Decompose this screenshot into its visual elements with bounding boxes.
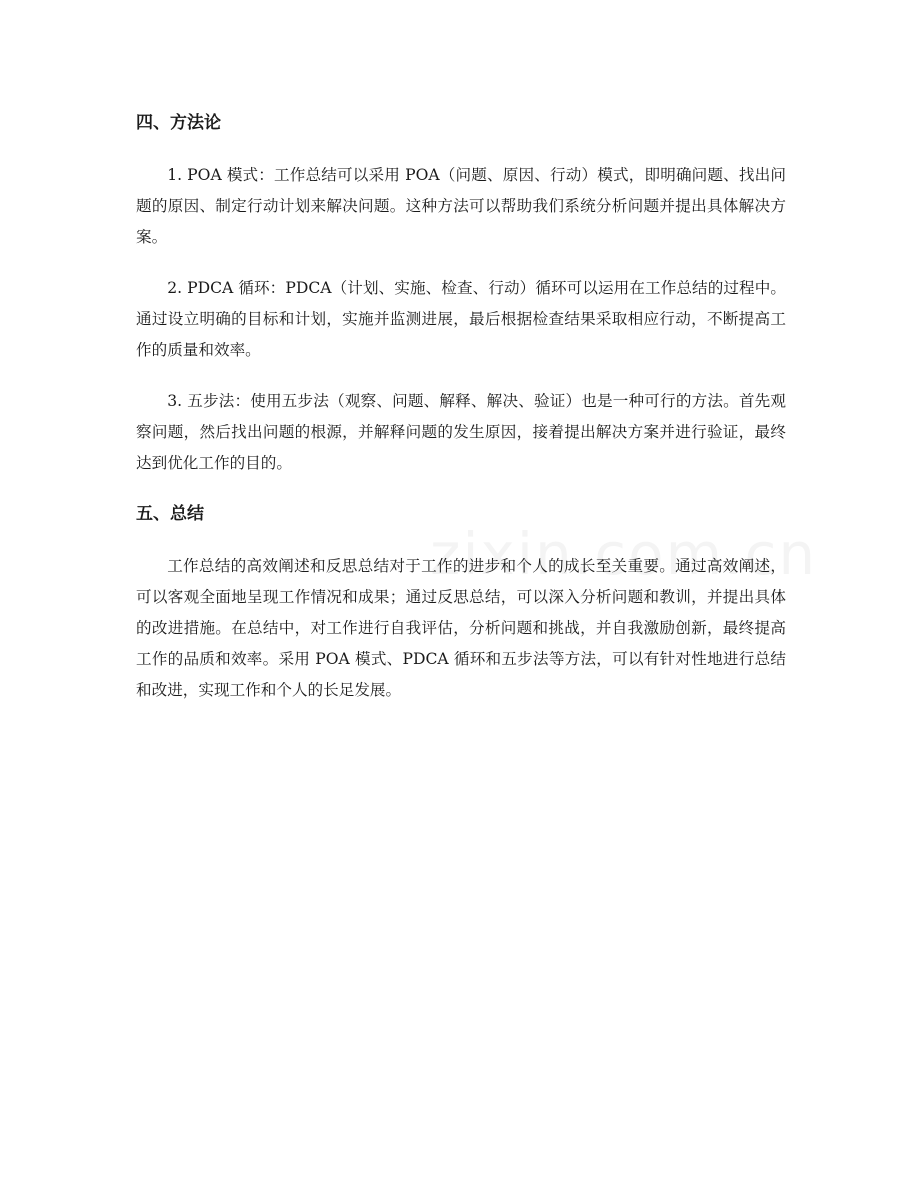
paragraph-poa: 1. POA 模式：工作总结可以采用 POA（问题、原因、行动）模式，即明确问题、找出问题的原因、制定行动计划来解决问题。这种方法可以帮助我们系统分析问题并提出具体解决方案。 [136, 166, 786, 246]
section-heading-summary: 五、总结 [136, 504, 204, 524]
section-heading-methodology: 四、方法论 [136, 113, 221, 133]
paragraph-five-steps: 3. 五步法：使用五步法（观察、问题、解释、解决、验证）也是一种可行的方法。首先观察问题，然后找出问题的根源，并解释问题的发生原因，接着提出解决方案并进行验证，最终达到优化工作的目的。 [136, 392, 786, 472]
paragraph-summary: 工作总结的高效阐述和反思总结对于工作的进步和个人的成长至关重要。通过高效阐述，可以客观全面地呈现工作情况和成果；通过反思总结，可以深入分析问题和教训，并提出具体的改进措施。在总结中，对工作进行自我评估，分析问题和挑战，并自我激励创新，最终提高工作的品质和效率。采用 POA 模式、PDCA 循环和五步法等方法，可以有针对性地进行总结和改进，实现工作和个人的长足发展。 [136, 557, 786, 699]
paragraph-pdca: 2. PDCA 循环：PDCA（计划、实施、检查、行动）循环可以运用在工作总结的过程中。通过设立明确的目标和计划，实施并监测进展，最后根据检查结果采取相应行动，不断提高工作的质量和效率。 [136, 279, 786, 359]
section-methodology [136, 108, 786, 479]
section-summary [136, 499, 786, 706]
document-page [136, 108, 786, 726]
